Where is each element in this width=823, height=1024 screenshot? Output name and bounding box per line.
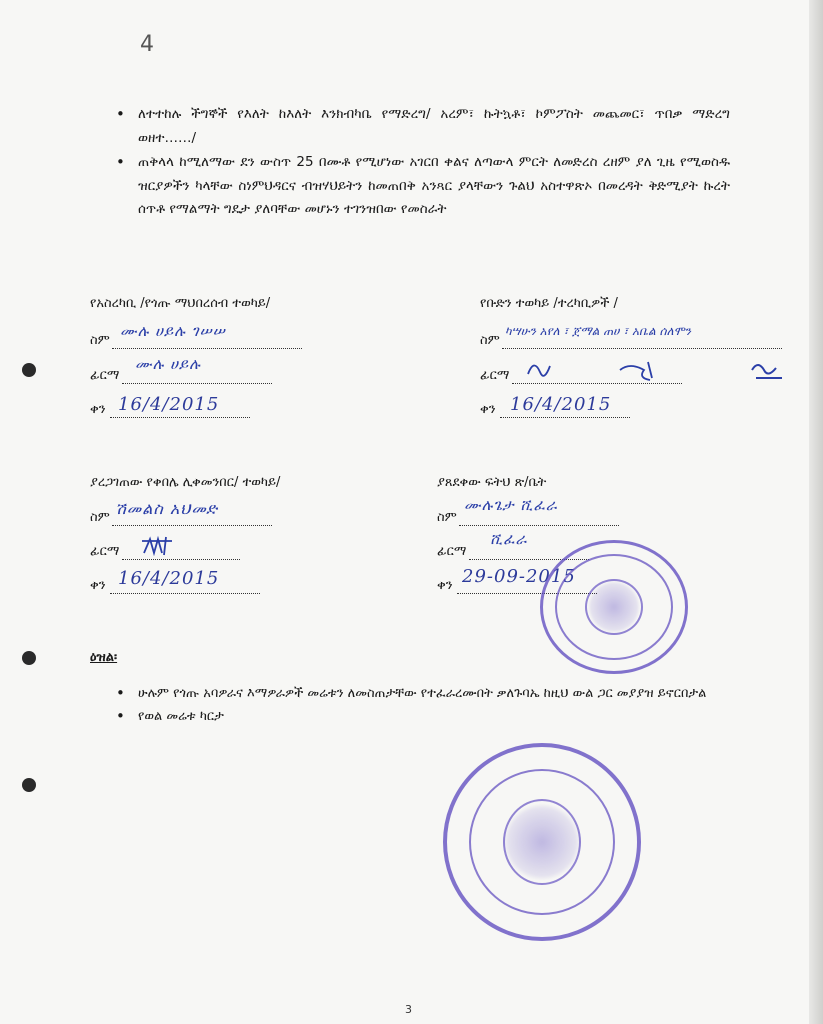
handwritten-date: 16/4/2015 <box>118 394 220 415</box>
office-stamp-large <box>443 743 641 941</box>
name-line <box>112 525 272 526</box>
date-line <box>110 593 260 594</box>
list-item: • ጠቅላላ ከሚለማው ደን ውስጥ 25 በሙቶ የሚሆነው አገርበ ቀልና ለጣውላ ምርት ለመድረስ ረዘም ያለ ጊዜ የሚወስዱ ዝርያዎችን ካላቸው ስነምህዳርና ብዝሃህይትን ከመጠበቅ አንጻር ያላቸውን ጉልህ አስተዋጽኦ በመረዳት ቅድሚያት ኩረት ሰጥቶ የማልማት ግዴታ ያለባቸው መሆኑን ተገንዝበው የመስራት <box>110 151 730 222</box>
name-label: ስም <box>480 333 500 348</box>
obligations-list <box>110 103 730 223</box>
date-label: ቀን <box>437 578 453 593</box>
page-number: 3 <box>405 1003 412 1016</box>
signature-scribbles <box>520 352 800 386</box>
handwritten-date: 16/4/2015 <box>118 568 220 589</box>
appendix-list <box>110 682 730 728</box>
date-label: ቀን <box>480 402 496 417</box>
date-label: ቀን <box>90 402 106 417</box>
name-label: ስም <box>90 510 110 525</box>
corner-page-mark: 4 <box>140 32 154 57</box>
punch-hole <box>22 363 36 377</box>
name-line <box>112 348 302 349</box>
handover-title: የአስረካቢ /የጎጡ ማህበረሰብ ተወካይ/ <box>90 296 271 311</box>
list-item: • የወል መሬቱ ካርታ <box>110 705 730 728</box>
date-line <box>110 417 250 418</box>
punch-hole <box>22 778 36 792</box>
handwritten-date: 16/4/2015 <box>510 394 612 415</box>
team-title: የቡድን ተወካይ /ተረካቢዎች / <box>480 296 618 311</box>
signature-label: ፊርማ <box>437 544 467 559</box>
office-stamp-small <box>540 540 688 674</box>
list-item: • ለተተከሉ ችግኞች የእለት ከእለት እንክብካቤ የማድረግ/ አረም፣ ኩትኳቶ፣ ኮምፖስት መጨመር፣ ጥበቃ ማድረግ ወዘተ……/ <box>110 103 730 150</box>
handwritten-names: ካሣሁን አየለ ፣ ጀማል ጠሀ ፣ አቤል ሰለሞን <box>505 324 691 338</box>
signature-label: ፊርማ <box>90 544 120 559</box>
name-label: ስም <box>90 333 110 348</box>
appendix-title: ዕዝል፡ <box>90 650 118 665</box>
page-edge <box>809 0 823 1024</box>
handwritten-name: ሙሉጌታ ሺፈራ <box>464 496 558 514</box>
date-line <box>500 417 630 418</box>
name-label: ስም <box>437 510 457 525</box>
handwritten-name: ሽመልስ አህመድ <box>115 499 219 518</box>
list-item: • ሁሉም የጎጡ አባዎራና እማዎራዎች መሬቱን ለመስጠታቸው የተፈራረሙበት ቃለጉባኤ ከዚህ ውል ጋር መያያዝ ይኖርበታል <box>110 682 730 705</box>
justice-office-title: ያጸደቀው ፍትህ ጽ/ቤት <box>437 475 547 490</box>
handwritten-name: ሙሉ ሀይሉ ገሠሠ <box>120 322 226 340</box>
signature-scribble <box>140 533 180 559</box>
name-line <box>502 348 782 349</box>
signature-line <box>122 383 272 384</box>
signature-label: ፊርማ <box>480 368 510 383</box>
handwritten-signature: ሙሉ ሀይሉ <box>135 355 201 373</box>
punch-hole <box>22 651 36 665</box>
handwritten-date: 29-09-2015 <box>462 566 576 587</box>
signature-line <box>122 559 240 560</box>
kebele-chair-title: ያረጋገጠው የቀበሌ ሊቀመንበር/ ተወካይ/ <box>90 475 281 490</box>
name-line <box>459 525 619 526</box>
signature-label: ፊርማ <box>90 368 120 383</box>
date-label: ቀን <box>90 578 106 593</box>
handwritten-signature: ሺፈራ <box>490 530 528 548</box>
